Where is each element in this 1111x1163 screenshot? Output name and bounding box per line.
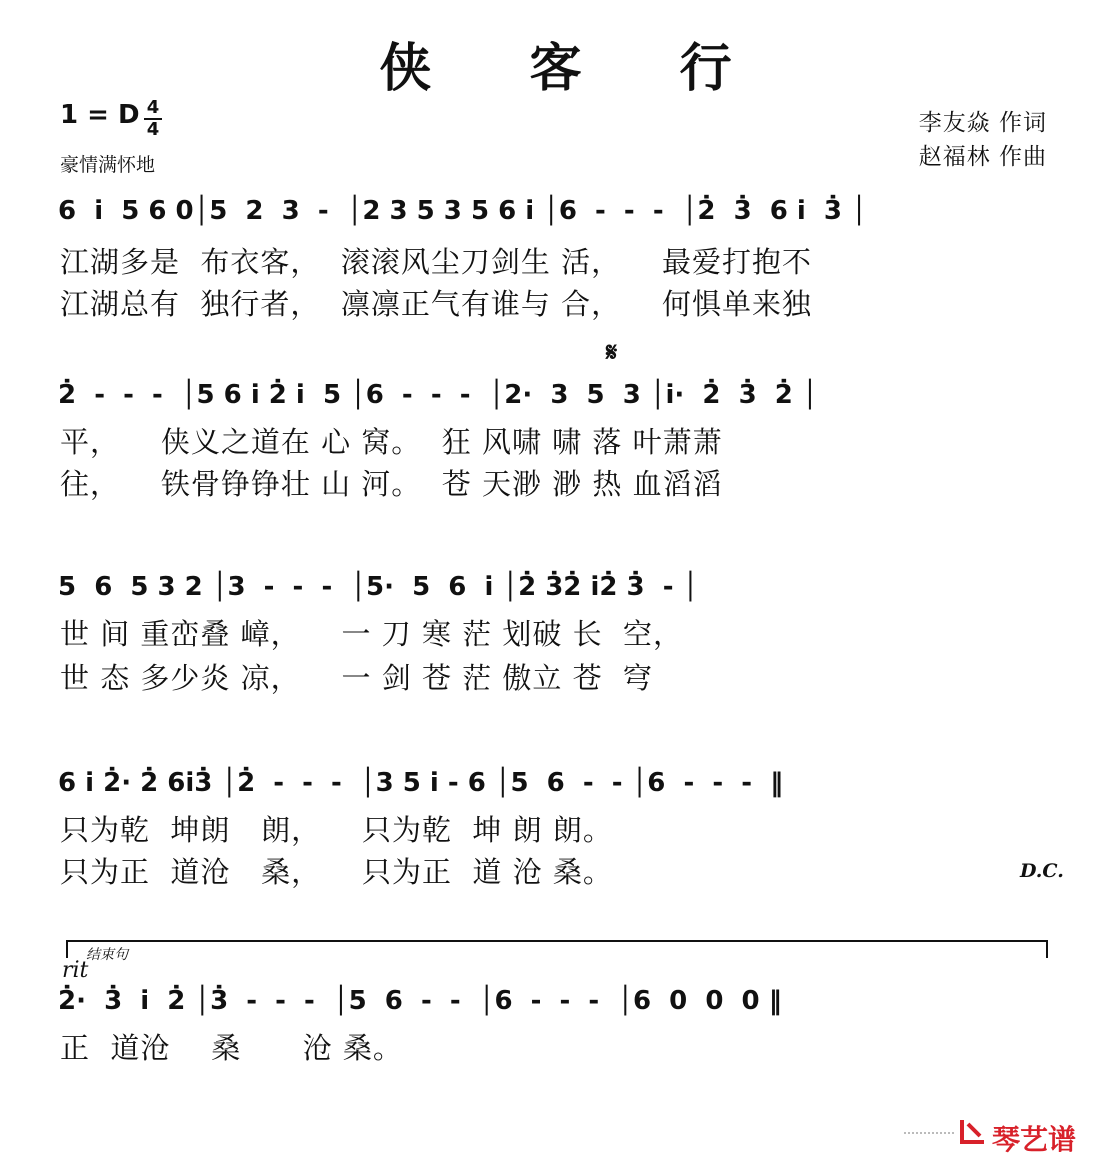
lyrics-line-2-verse-2: 往， 铁骨铮铮壮 山 河。 苍 天渺 渺 热 血滔滔 <box>60 467 723 501</box>
watermark-divider <box>904 1132 954 1134</box>
lyrics-line-2-verse-1: 平， 侠义之道在 心 窝。 狂 风啸 啸 落 叶萧萧 <box>60 425 723 459</box>
lyrics-line-4-verse-2: 只为正 道沧 桑， 只为正 道 沧 桑。 <box>60 855 613 889</box>
lyricist-credit: 李友焱 作词 <box>918 110 1047 136</box>
page-title: 侠 客 行 <box>379 38 772 99</box>
key-signature: 1 = D <box>60 100 140 130</box>
time-signature-top: 4 <box>146 97 160 118</box>
time-signature-bottom: 4 <box>146 119 160 140</box>
ending-label: 结束句 <box>86 947 128 963</box>
lyrics-line-3-verse-1: 世 间 重峦叠 嶂， 一 刀 寒 茫 划破 长 空， <box>60 617 684 651</box>
ritardando-marking: rit <box>62 958 89 983</box>
lyrics-line-4-verse-1: 只为乾 坤朗 朗， 只为乾 坤 朗 朗。 <box>60 813 613 847</box>
tempo-marking: 豪情满怀地 <box>60 154 156 176</box>
lyrics-line-1-verse-1: 江湖多是 布衣客， 滚滚风尘刀剑生 活， 最爱打抱不 <box>60 245 812 279</box>
lyrics-line-5: 正 道沧 桑 沧 桑。 <box>60 1031 403 1065</box>
notation-line-3: 5 6 5 3 2 │3 - - - │5· 5 6 i̇ │2̇ 3̇2̇ i̇2̇ 3̇ - │ <box>58 572 699 602</box>
da-capo-marking: D.C. <box>1020 860 1064 882</box>
composer-credit: 赵福林 作曲 <box>918 144 1047 170</box>
watermark-text: 琴艺谱 <box>992 1123 1077 1156</box>
segno-sign: 𝄋 <box>606 338 618 368</box>
notation-line-2: 2̇ - - - │5 6 i̇ 2̇ i̇ 5 │6 - - - │2· 3 5 3 │i̇· 2̇ 3̇ 2̇ │ <box>58 380 818 410</box>
notation-line-4: 6 i̇ 2̇· 2̇ 6i̇3̇ │2̇ - - - │3 5 i̇ - 6 │5 6 - - │6 - - - ‖ <box>58 768 784 798</box>
notation-line-5: 2̇· 3̇ i̇ 2̇ │3̇ - - - │5 6 - - │6 - - - │6 0 0 0 ‖ <box>58 986 782 1016</box>
lyrics-line-1-verse-2: 江湖总有 独行者， 凛凛正气有谁与 合， 何惧单来独 <box>60 287 812 321</box>
time-signature <box>142 98 164 140</box>
notation-line-1: 6 i̇ 5 6 0│5 2 3 - │2 3 5 3 5 6 i̇ │6 - - - │2̇ 3̇ 6 i̇ 3̇ │ <box>58 196 867 226</box>
watermark-logo-icon <box>958 1116 988 1146</box>
lyrics-line-3-verse-2: 世 态 多少炎 凉， 一 剑 苍 茫 傲立 苍 穹 <box>60 661 654 695</box>
ending-bracket <box>66 940 1048 958</box>
